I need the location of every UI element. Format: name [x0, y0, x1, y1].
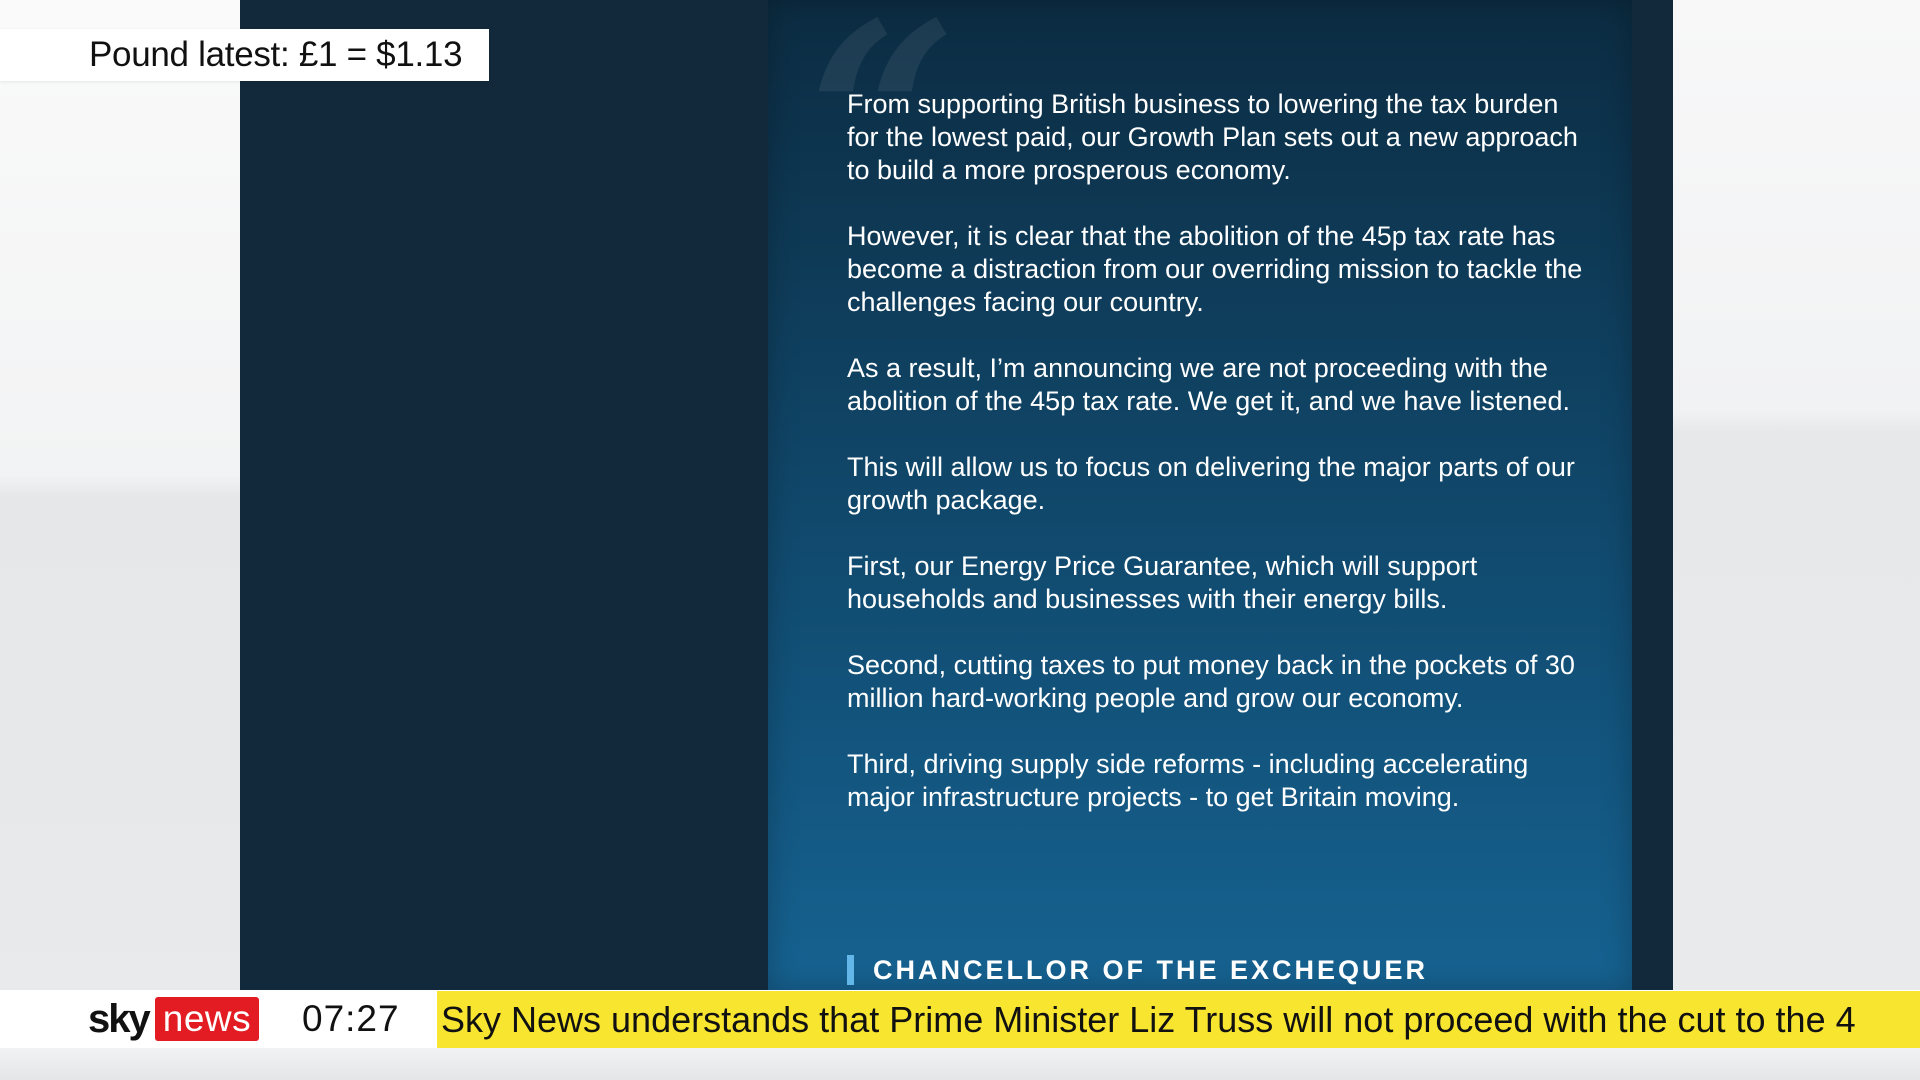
statement-paragraph: As a result, I’m announcing we are not proceeding with the abolition of the 45p tax rate. We get it, and we have listened.	[847, 353, 1570, 416]
pound-latest-box	[0, 29, 489, 81]
breaking-headline-strip	[437, 991, 1920, 1048]
statement-paragraph: Third, driving supply side reforms - including accelerating major infrastructure projects - to get Britain moving.	[847, 749, 1529, 812]
statement-paragraph: Second, cutting taxes to put money back in the pockets of 30 million hard-working people and grow our economy.	[847, 650, 1575, 713]
statement-paragraph: However, it is clear that the abolition of the 45p tax rate has become a distraction from our overriding mission to tackle the challenges facing our country.	[847, 221, 1583, 317]
broadcast-clock: 07:27	[302, 998, 400, 1039]
logo-sky-text: sky	[88, 996, 149, 1041]
pound-latest-value: £1 = $1.13	[298, 35, 463, 74]
signoff-accent-bar	[847, 955, 854, 985]
quote-mark-icon: “	[808, 0, 958, 272]
pound-latest-text	[89, 35, 462, 75]
video-wall-panel	[240, 0, 1673, 990]
sky-news-logo	[88, 997, 259, 1041]
statement-paragraph: This will allow us to focus on delivering the major parts of our growth package.	[847, 452, 1575, 515]
signoff-title: CHANCELLOR OF THE EXCHEQUER	[873, 954, 1429, 985]
statement-paragraph: From supporting British business to lowering the tax burden for the lowest paid, our Growth Plan sets out a new approach to build a more prosperous economy.	[847, 89, 1578, 185]
statement-paragraph: First, our Energy Price Guarantee, which will support households and businesses with their energy bills.	[847, 551, 1478, 614]
headline-text: Sky News understands that Prime Minister Liz Truss will not proceed with the cut to the 4	[441, 999, 1856, 1040]
signoff	[847, 950, 1428, 990]
statement-text	[847, 88, 1587, 847]
studio-background-right	[1673, 0, 1920, 1080]
pound-latest-label: Pound latest:	[89, 35, 290, 74]
logo-news-badge: news	[155, 997, 259, 1041]
ticker-lower-band	[0, 1048, 1920, 1080]
statement-graphic	[768, 0, 1632, 990]
studio-background-left	[0, 0, 240, 1080]
